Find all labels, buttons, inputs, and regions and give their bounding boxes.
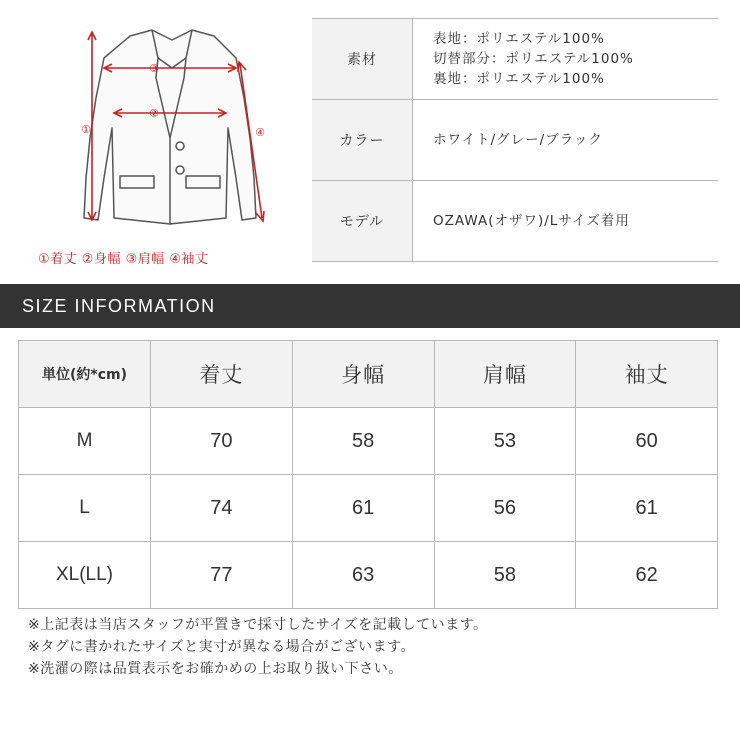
table-row <box>19 475 718 542</box>
size-name: M <box>19 408 151 475</box>
spec-line: ホワイト/グレー/ブラック <box>433 132 603 148</box>
table-cell: 61 <box>576 475 718 542</box>
spec-line: OZAWA(オザワ)/Lサイズ着用 <box>433 213 630 229</box>
marker-2: ② <box>149 107 159 120</box>
table-cell: 74 <box>151 475 293 542</box>
table-cell: 58 <box>434 542 576 609</box>
table-cell: 53 <box>434 408 576 475</box>
spec-table <box>312 18 718 262</box>
marker-3: ③ <box>149 62 159 75</box>
marker-4: ④ <box>255 126 265 139</box>
jacket-measurement-diagram <box>60 18 280 253</box>
note-line: ※タグに書かれたサイズと実寸が異なる場合がございます。 <box>28 639 415 655</box>
spec-key: モデル <box>312 181 413 262</box>
marker-1: ① <box>81 123 91 136</box>
spec-value <box>413 19 719 100</box>
spec-line: 裏地：ポリエステル100% <box>433 71 605 87</box>
spec-value <box>413 100 719 181</box>
jacket-outline <box>84 30 256 224</box>
table-cell: 60 <box>576 408 718 475</box>
table-row <box>19 408 718 475</box>
size-table <box>18 340 718 609</box>
header-shoulder: 肩幅 <box>434 341 576 408</box>
table-row <box>19 542 718 609</box>
table-cell: 58 <box>292 408 434 475</box>
table-cell: 70 <box>151 408 293 475</box>
spec-line: 切替部分：ポリエステル100% <box>433 51 634 67</box>
spec-value <box>413 181 719 262</box>
header-width: 身幅 <box>292 341 434 408</box>
spec-key: 素材 <box>312 19 413 100</box>
table-cell: 77 <box>151 542 293 609</box>
spec-line: 表地：ポリエステル100% <box>433 31 605 47</box>
table-cell: 62 <box>576 542 718 609</box>
spec-row-color <box>312 100 718 181</box>
header-unit: 単位(約*cm) <box>19 341 151 408</box>
measurement-legend: ①着丈 ②身幅 ③肩幅 ④袖丈 <box>38 252 209 267</box>
header-length: 着丈 <box>151 341 293 408</box>
table-cell: 56 <box>434 475 576 542</box>
spec-row-model <box>312 181 718 262</box>
table-cell: 63 <box>292 542 434 609</box>
size-information-banner: SIZE INFORMATION <box>0 284 740 328</box>
size-table-header <box>19 341 718 408</box>
size-notes <box>28 614 488 680</box>
header-sleeve: 袖丈 <box>576 341 718 408</box>
size-name: L <box>19 475 151 542</box>
size-name: XL(LL) <box>19 542 151 609</box>
table-cell: 61 <box>292 475 434 542</box>
spec-row-material <box>312 19 718 100</box>
note-line: ※洗濯の際は品質表示をお確かめの上お取り扱い下さい。 <box>28 661 403 677</box>
note-line: ※上記表は当店スタッフが平置きで採寸したサイズを記載しています。 <box>28 617 488 633</box>
spec-key: カラー <box>312 100 413 181</box>
